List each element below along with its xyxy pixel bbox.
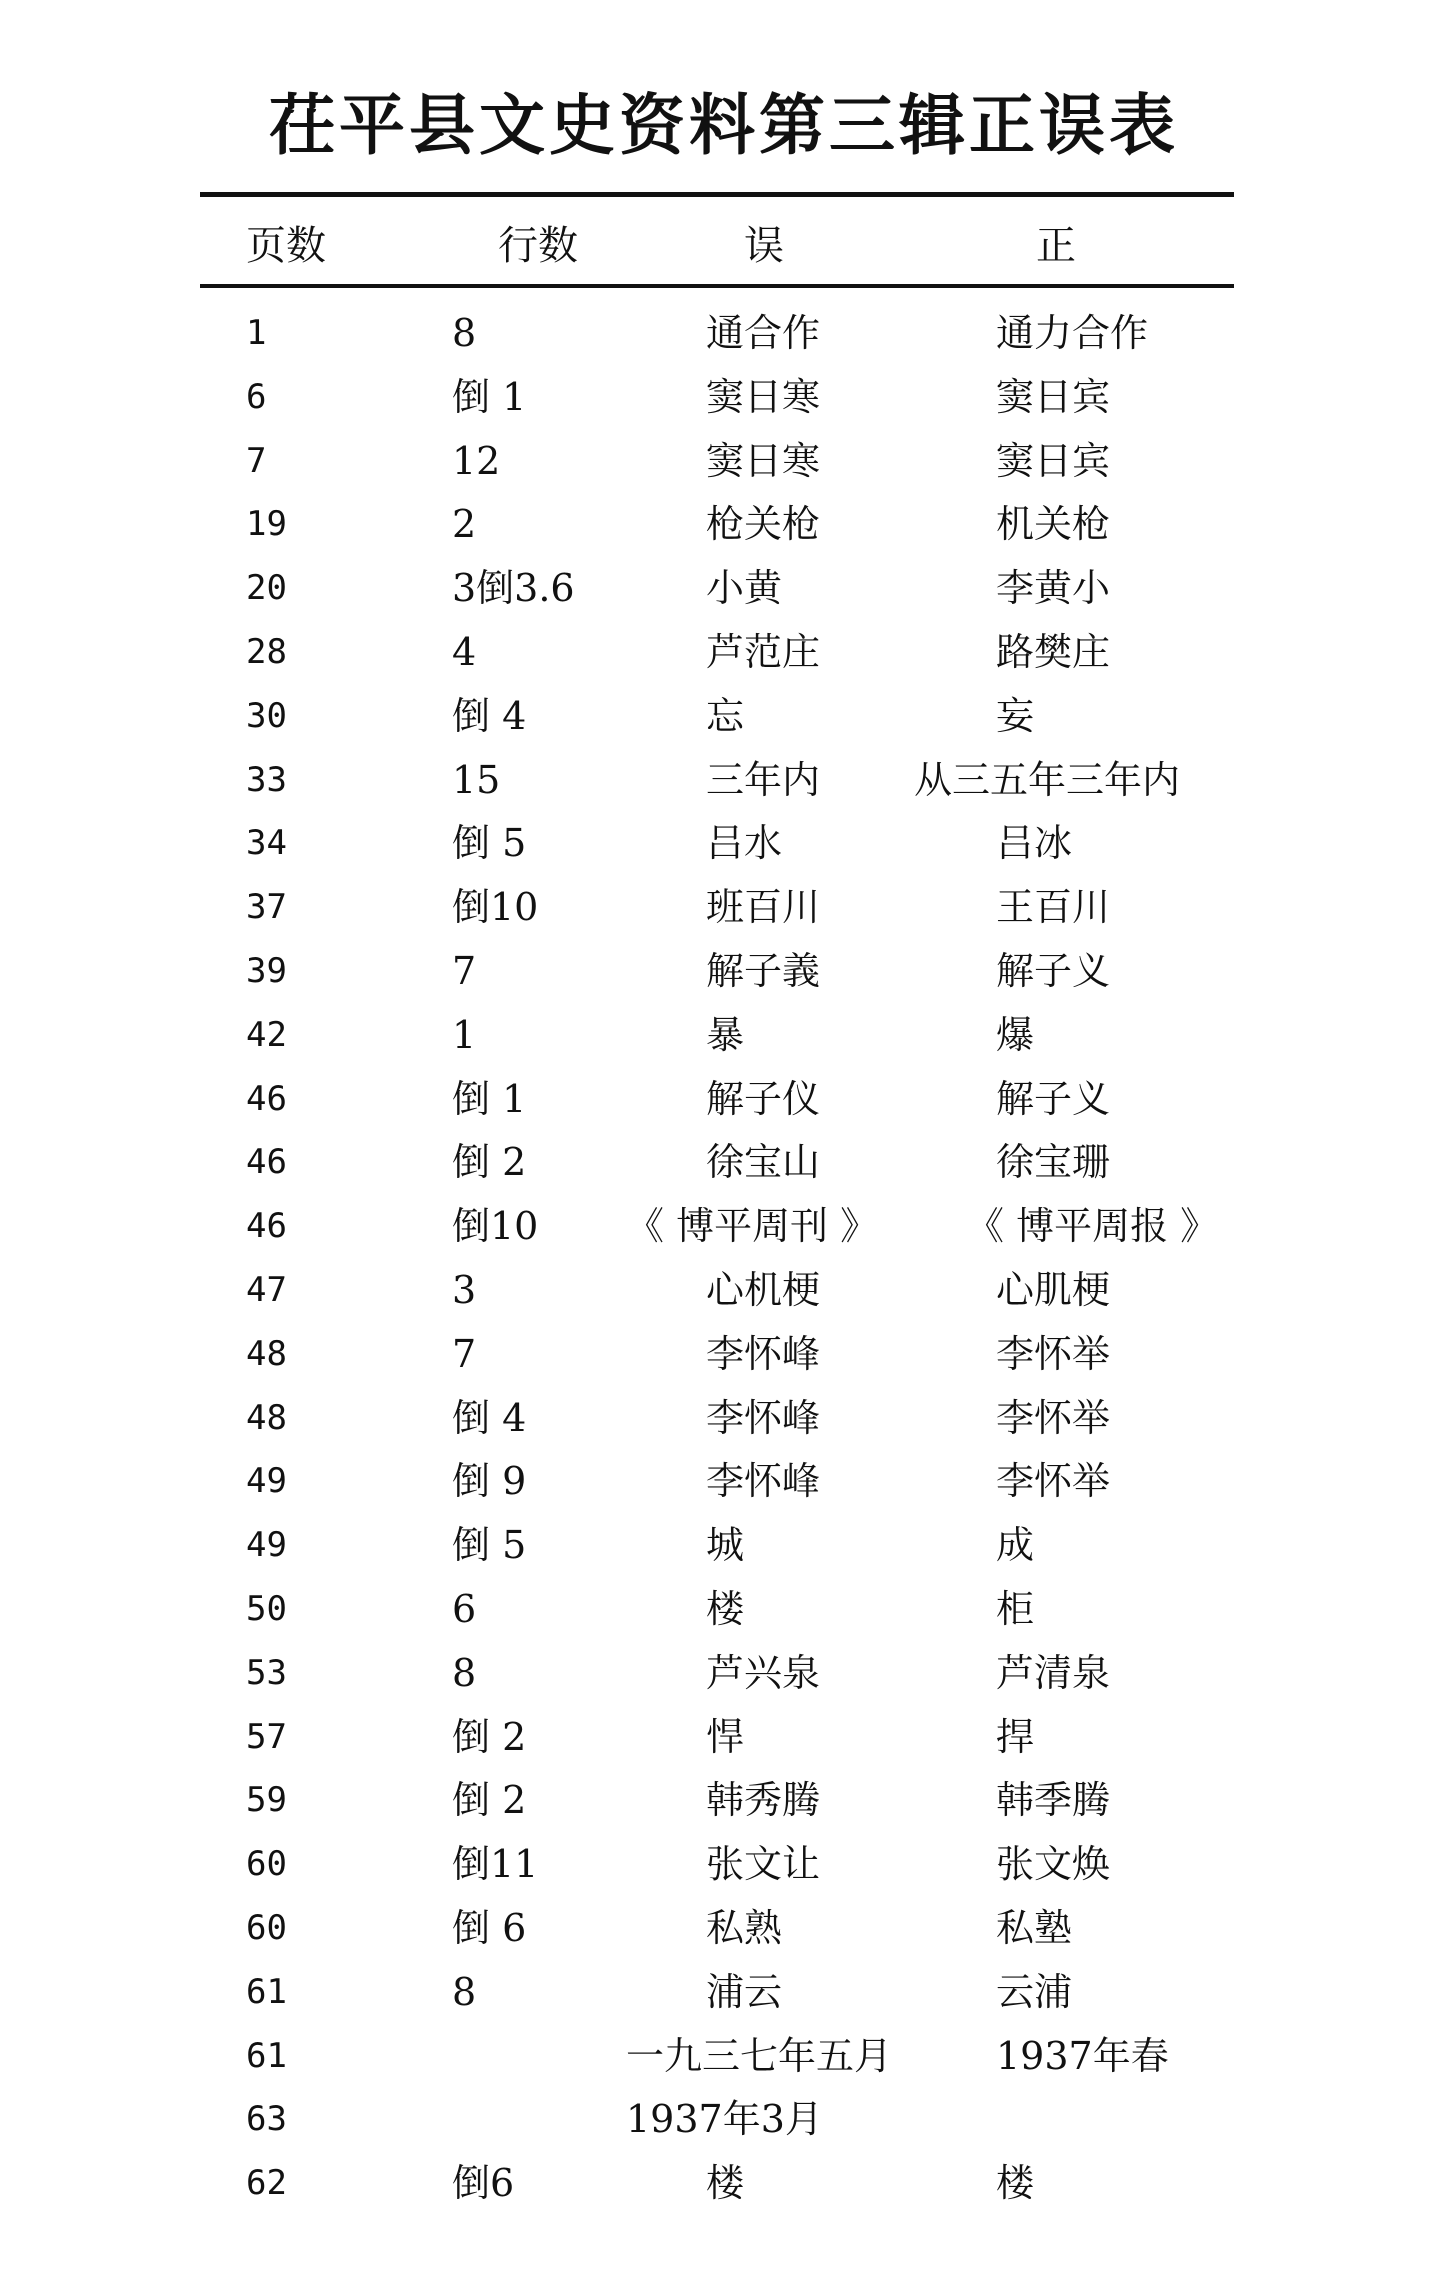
cell-line: 3倒3.6 [452, 566, 575, 611]
table-row [0, 557, 1440, 621]
cell-page: 47 [246, 1269, 287, 1310]
cell-page: 19 [246, 504, 287, 545]
cell-wrong: 楼 [706, 2161, 745, 2206]
cell-wrong: 小黄 [706, 566, 783, 611]
cell-right: 李怀举 [996, 1331, 1111, 1376]
table-row [0, 940, 1440, 1004]
table-row [0, 1450, 1440, 1514]
cell-page: 63 [246, 2099, 287, 2140]
cell-wrong: 芦范庄 [706, 629, 821, 674]
table-row [0, 430, 1440, 494]
cell-right: 吕冰 [996, 821, 1073, 866]
cell-right: 通力合作 [996, 311, 1149, 355]
cell-page: 1 [246, 313, 267, 353]
cell-wrong: 李怀峰 [706, 1395, 821, 1440]
cell-line: 倒 5 [452, 821, 527, 866]
cell-line: 7 [452, 948, 477, 993]
cell-wrong: 李怀峰 [706, 1331, 821, 1376]
cell-page: 30 [246, 695, 287, 736]
cell-right: 1937年春 [996, 2033, 1169, 2078]
page-title: 茌平县文史资料第三辑正误表 [269, 86, 1179, 164]
cell-line: 倒6 [452, 2161, 515, 2206]
table-row [0, 685, 1440, 749]
table-row [0, 812, 1440, 876]
cell-line: 倒 1 [452, 374, 527, 419]
cell-line: 倒 1 [452, 1076, 527, 1121]
cell-wrong: 芦兴泉 [706, 1650, 821, 1695]
cell-right: 李黄小 [996, 566, 1111, 611]
table-row [0, 1642, 1440, 1706]
cell-line: 倒 2 [452, 1140, 527, 1185]
table-row [0, 621, 1440, 685]
cell-page: 33 [246, 759, 287, 800]
cell-right: 云浦 [996, 1969, 1073, 2014]
table-row [0, 1131, 1440, 1195]
cell-wrong: 张文让 [706, 1842, 821, 1887]
header-right: 正 [1036, 223, 1076, 269]
cell-page: 39 [246, 950, 287, 991]
cell-wrong: 窦日寒 [706, 374, 821, 419]
cell-wrong: 《 博平周刊 》 [626, 1204, 879, 1249]
cell-right: 张文焕 [996, 1842, 1111, 1887]
cell-line: 7 [452, 1331, 477, 1376]
cell-wrong: 心机梗 [706, 1267, 821, 1312]
cell-line: 倒 4 [452, 1395, 527, 1440]
cell-wrong: 一九三七年五月 [626, 2033, 893, 2078]
table-row [0, 302, 1440, 366]
cell-wrong: 私熟 [706, 1905, 783, 1950]
cell-page: 62 [246, 2163, 287, 2204]
cell-right: 楼 [996, 2161, 1035, 2206]
cell-page: 7 [246, 440, 267, 481]
table-row [0, 1706, 1440, 1770]
cell-right: 从三五年三年内 [914, 757, 1181, 802]
table-header [0, 216, 1440, 276]
cell-wrong: 暴 [706, 1012, 745, 1057]
cell-wrong: 解子義 [706, 948, 821, 993]
cell-right: 李怀举 [996, 1395, 1111, 1440]
table-row [0, 2152, 1440, 2216]
table-row [0, 1961, 1440, 2025]
cell-right: 韩季腾 [996, 1778, 1111, 1823]
table-row [0, 1769, 1440, 1833]
cell-right: 李怀举 [996, 1459, 1111, 1504]
cell-right: 心肌梗 [996, 1267, 1111, 1312]
table-top-rule [200, 192, 1234, 197]
table-body [0, 302, 1440, 2216]
cell-right: 王百川 [996, 885, 1111, 930]
table-header-rule [200, 284, 1234, 288]
cell-line: 倒 5 [452, 1523, 527, 1568]
cell-wrong: 忘 [706, 693, 745, 738]
cell-line: 倒 4 [452, 693, 527, 738]
cell-page: 48 [246, 1333, 287, 1374]
table-row [0, 1387, 1440, 1451]
cell-line: 倒 2 [452, 1778, 527, 1823]
cell-page: 60 [246, 1907, 287, 1948]
cell-line: 1 [452, 1012, 477, 1057]
cell-right: 徐宝珊 [996, 1140, 1111, 1185]
cell-wrong: 徐宝山 [706, 1140, 821, 1185]
table-row [0, 1514, 1440, 1578]
table-row [0, 1195, 1440, 1259]
cell-line: 倒10 [452, 885, 539, 930]
cell-page: 28 [246, 631, 287, 672]
cell-line: 倒10 [452, 1204, 539, 1249]
table-row [0, 1578, 1440, 1642]
cell-page: 46 [246, 1142, 287, 1183]
table-row [0, 1897, 1440, 1961]
table-row [0, 2088, 1440, 2152]
cell-page: 48 [246, 1397, 287, 1438]
cell-wrong: 解子仪 [706, 1076, 821, 1121]
table-row [0, 1833, 1440, 1897]
cell-wrong: 三年内 [706, 757, 821, 802]
cell-wrong: 浦云 [706, 1969, 783, 2014]
cell-line: 4 [452, 629, 477, 674]
cell-right: 机关枪 [996, 502, 1111, 547]
cell-page: 37 [246, 887, 287, 928]
cell-page: 60 [246, 1844, 287, 1885]
table-row [0, 493, 1440, 557]
cell-page: 61 [246, 2035, 287, 2076]
cell-page: 20 [246, 568, 287, 609]
cell-wrong: 1937年3月 [626, 2097, 823, 2142]
cell-wrong: 枪关枪 [706, 502, 821, 547]
cell-page: 61 [246, 1971, 287, 2012]
cell-right: 捍 [996, 1714, 1035, 1759]
cell-page: 34 [246, 823, 287, 864]
cell-page: 42 [246, 1014, 287, 1055]
table-row [0, 366, 1440, 430]
cell-right: 解子义 [996, 948, 1111, 993]
cell-line: 12 [452, 438, 501, 483]
table-row [0, 1068, 1440, 1132]
cell-wrong: 李怀峰 [706, 1459, 821, 1504]
cell-right: 路樊庄 [996, 629, 1111, 674]
cell-right: 妄 [996, 693, 1035, 738]
cell-page: 50 [246, 1588, 287, 1629]
cell-page: 49 [246, 1525, 287, 1566]
table-row [0, 1004, 1440, 1068]
cell-wrong: 吕水 [706, 821, 783, 866]
header-page: 页数 [246, 223, 326, 269]
cell-wrong: 楼 [706, 1586, 745, 1631]
cell-line: 6 [452, 1586, 477, 1631]
cell-line: 倒 9 [452, 1459, 527, 1504]
cell-line: 2 [452, 502, 477, 547]
cell-page: 59 [246, 1780, 287, 1821]
cell-line: 8 [452, 1650, 477, 1695]
cell-wrong: 城 [706, 1523, 745, 1568]
cell-page: 49 [246, 1461, 287, 1502]
cell-right: 爆 [996, 1012, 1035, 1057]
cell-line: 8 [452, 1969, 477, 2014]
cell-right: 解子义 [996, 1076, 1111, 1121]
cell-right: 成 [996, 1523, 1035, 1568]
cell-line: 15 [452, 757, 501, 802]
cell-page: 53 [246, 1652, 287, 1693]
table-row [0, 1323, 1440, 1387]
table-row [0, 1259, 1440, 1323]
header-wrong: 误 [744, 223, 784, 269]
cell-right: 窦日宾 [996, 374, 1111, 419]
cell-wrong: 班百川 [706, 885, 821, 930]
cell-page: 46 [246, 1078, 287, 1119]
cell-line: 8 [452, 311, 477, 355]
cell-right: 芦清泉 [996, 1650, 1111, 1695]
table-row [0, 876, 1440, 940]
cell-wrong: 悍 [706, 1714, 745, 1759]
cell-right: 私塾 [996, 1905, 1073, 1950]
cell-wrong: 韩秀腾 [706, 1778, 821, 1823]
header-line: 行数 [498, 223, 578, 269]
cell-right: 柜 [996, 1586, 1035, 1631]
cell-right: 窦日宾 [996, 438, 1111, 483]
table-row [0, 2025, 1440, 2089]
cell-right: 《 博平周报 》 [966, 1204, 1219, 1249]
cell-page: 57 [246, 1716, 287, 1757]
cell-line: 倒 2 [452, 1714, 527, 1759]
table-row [0, 749, 1440, 813]
cell-wrong: 窦日寒 [706, 438, 821, 483]
cell-page: 6 [246, 376, 267, 417]
cell-page: 46 [246, 1206, 287, 1247]
cell-wrong: 通合作 [706, 311, 821, 355]
cell-line: 倒 6 [452, 1905, 527, 1950]
cell-line: 倒11 [452, 1842, 539, 1887]
cell-line: 3 [452, 1267, 477, 1312]
